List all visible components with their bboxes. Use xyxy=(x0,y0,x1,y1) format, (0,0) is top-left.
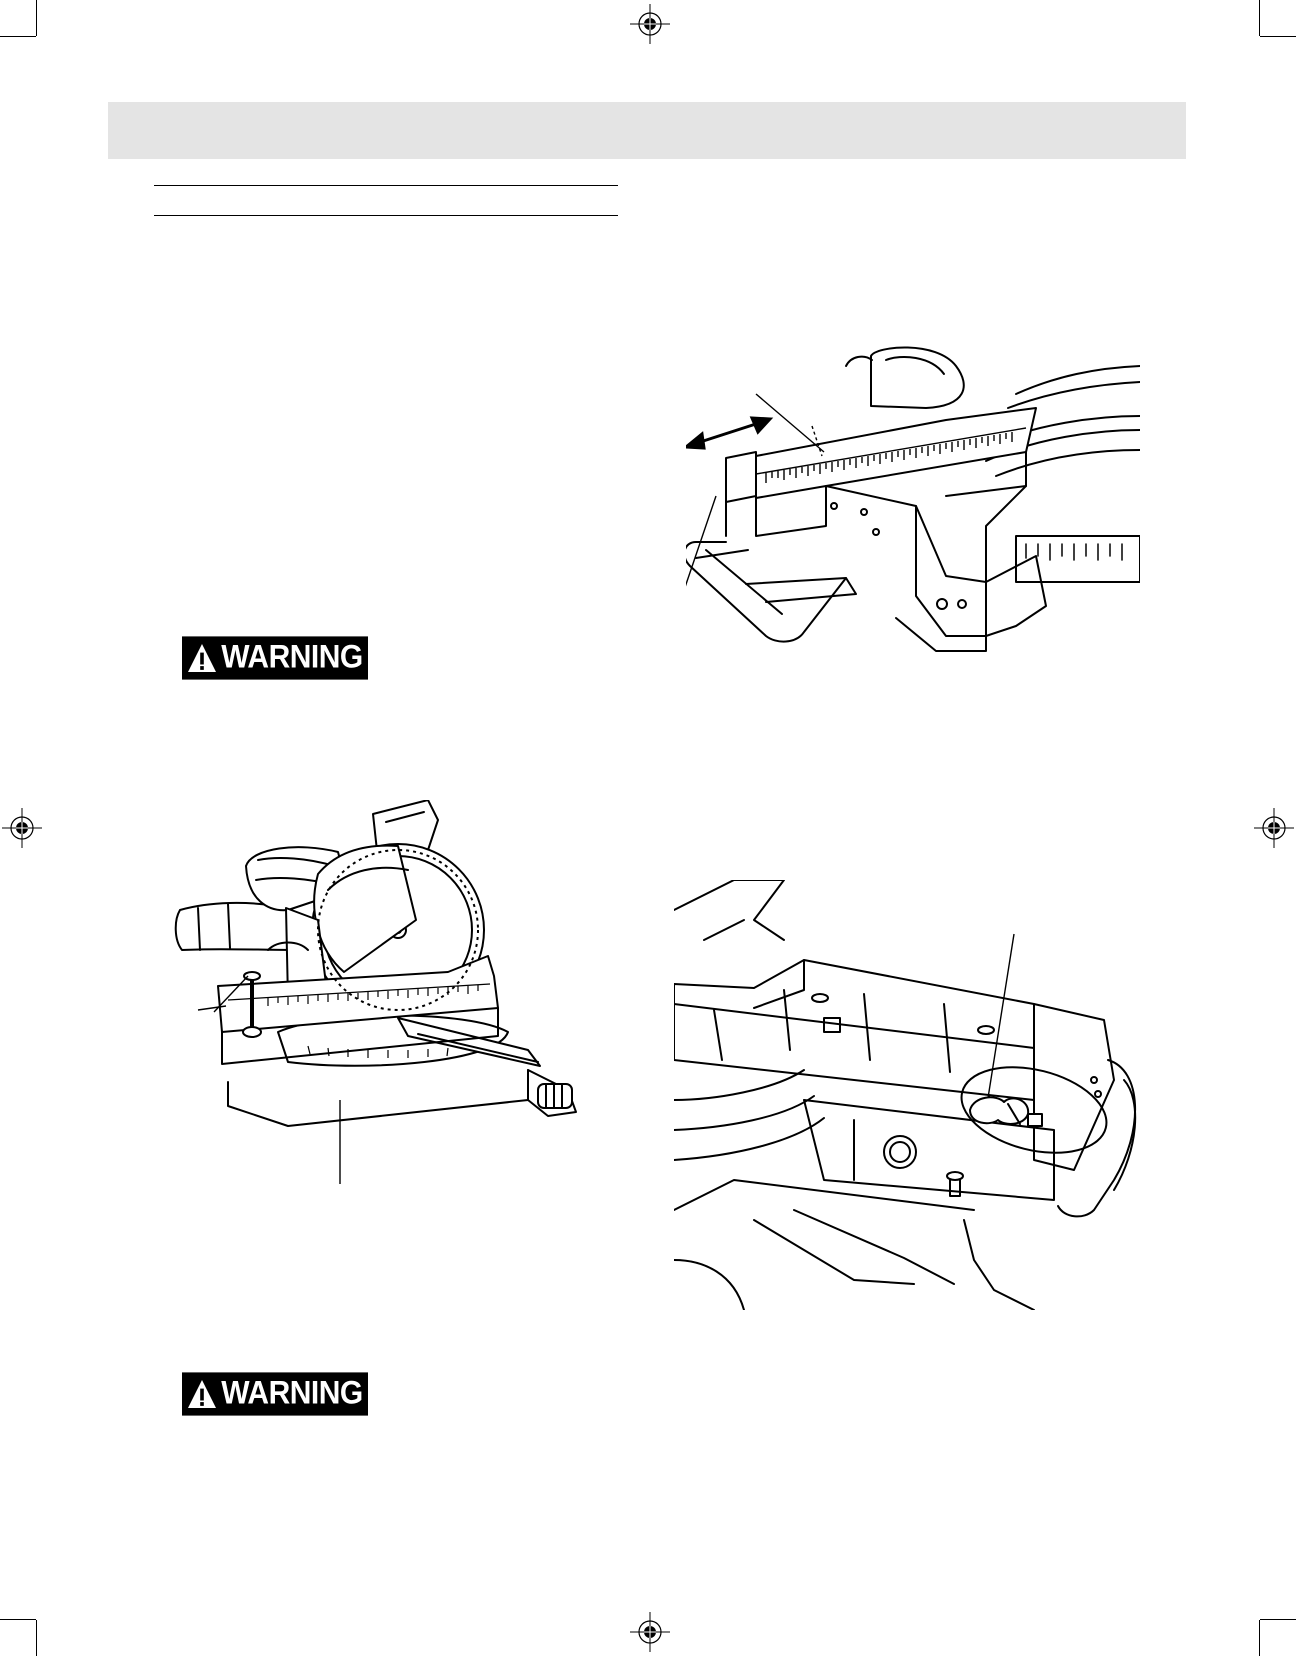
warning-badge xyxy=(182,1372,368,1415)
fence-extension-scale-illustration xyxy=(686,346,1140,658)
section-title-rule-top xyxy=(154,185,618,186)
registration-mark-icon xyxy=(630,4,670,44)
miter-saw-with-stop-illustration xyxy=(168,800,614,1190)
registration-mark-icon xyxy=(2,808,42,848)
registration-mark-icon xyxy=(1254,808,1294,848)
warning-label: WARNING xyxy=(221,639,363,676)
warning-label: WARNING xyxy=(221,1375,363,1412)
registration-mark-icon xyxy=(630,1612,670,1652)
warning-triangle-icon xyxy=(187,1379,217,1409)
header-band xyxy=(108,102,1186,159)
warning-triangle-icon xyxy=(187,643,217,673)
warning-badge xyxy=(182,636,368,679)
fence-lock-knob-illustration xyxy=(674,880,1142,1310)
section-title-rule-bottom xyxy=(154,215,618,216)
